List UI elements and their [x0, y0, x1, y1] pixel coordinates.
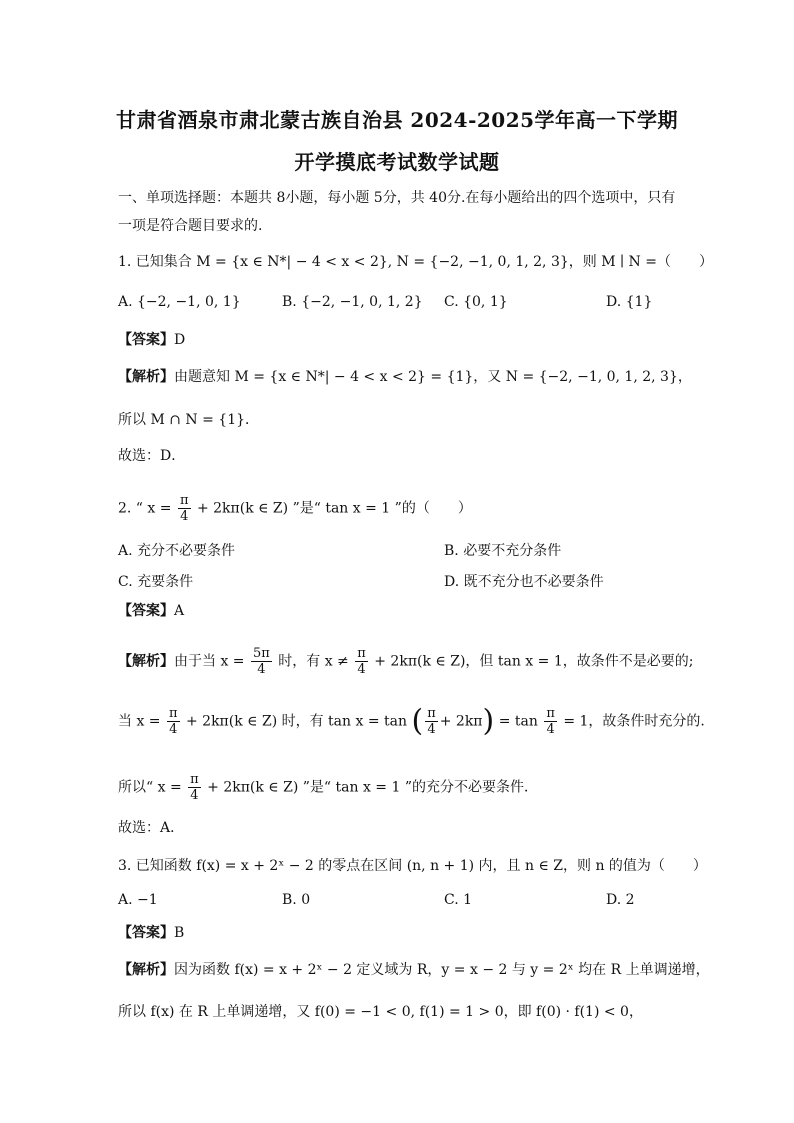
q3-option-a: A. −1 — [118, 892, 158, 908]
q2-analysis-label: 【解析】 — [118, 653, 174, 670]
q1-option-b: B. {−2, −1, 0, 1, 2} — [282, 294, 423, 310]
q2-option-b: B. 必要不充分条件 — [444, 543, 562, 559]
q1-answer-value: D — [174, 332, 186, 348]
q3-analysis-label: 【解析】 — [118, 962, 174, 978]
q2-answer-label: 【答案】 — [118, 603, 174, 619]
q1-stem: 1. 已知集合 M = {x ∈ N*| − 4 < x < 2}, N = {−2, −1, 0, 1, 2, 3}，则 M ∣ N =（ ） — [118, 254, 713, 270]
q2-analysis-line2: 当 x = $\frac{\pi}{4}$ + 2kπ(k ∈ Z) 时，有 tan x = tan ( $\frac{\pi}{4}$ + 2kπ) = tan $\frac{\pi}{4}$ = 1，故条件时充分的. — [118, 703, 705, 739]
q2-option-c: C. 充要条件 — [118, 574, 194, 590]
q1-analysis-line2: 所以 M ∩ N = {1}． — [118, 412, 260, 428]
q3-analysis-line2: 所以 f(x) 在 R 上单调递增，又 f(0) = −1 < 0, f(1) = 1 > 0，即 f(0) · f(1) < 0， — [118, 1004, 643, 1020]
q2-analysis-line1: 【解析】由于当 x = $\frac{5\pi}{4}$ 时，有 x ≠ $\frac{\pi}{4}$ + 2kπ(k ∈ Z)，但 tan x = 1，故条件不是必要的; — [118, 646, 694, 677]
exam-title-line1: 甘肃省酒泉市肃北蒙古族自治县 2024-2025学年高一下学期 — [115, 108, 679, 132]
q2-stem-mid: + 2kπ(k ∈ Z) ”是“ tan x = 1 ”的（ ） — [196, 500, 472, 517]
q2-analysis-fraction-pi: $\frac{\pi}{4}$ — [357, 646, 366, 677]
section-heading-line1: 一、单项选择题：本题共 8小题，每小题 5分，共 40分.在每小题给出的四个选项中，只有 — [118, 190, 676, 206]
q3-answer-row — [118, 923, 718, 943]
q2-option-d: D. 既不充分也不必要条件 — [444, 574, 604, 590]
q1-option-c: C. {0, 1} — [444, 294, 508, 310]
q1-analysis-text1: 由题意知 M = {x ∈ N*| − 4 < x < 2} = {1}，又 N = {−2, −1, 0, 1, 2, 3}， — [174, 369, 692, 385]
q1-conclusion: 故选：D． — [118, 448, 186, 464]
q3-analysis-text1: 因为函数 f(x) = x + 2ˣ − 2 定义域为 R，y = x − 2 与 y = 2ˣ 均在 R 上单调递增， — [174, 962, 710, 978]
q1-analysis-line1 — [118, 367, 718, 387]
q2-answer-row — [118, 601, 718, 621]
section-heading-line2: 一项是符合题目要求的. — [118, 218, 263, 234]
q2-analysis-fraction-5pi: $\frac{5\pi}{4}$ — [252, 646, 270, 677]
q3-stem: 3. 已知函数 f(x) = x + 2ˣ − 2 的零点在区间 (n, n + 1) 内，且 n ∈ Z，则 n 的值为（ ） — [118, 858, 707, 874]
q3-option-c: C. 1 — [444, 892, 473, 908]
q2-stem — [118, 493, 718, 524]
q2-stem-fraction: $\frac{\pi}{4}$ — [179, 493, 189, 524]
q2-conclusion: 故选：A． — [118, 820, 185, 836]
exam-title-line2: 开学摸底考试数学试题 — [294, 150, 500, 174]
q3-answer-label: 【答案】 — [118, 925, 174, 941]
q2-stem-pre: 2. “ x = — [118, 500, 172, 517]
q2-analysis-line3: 所以“ x = $\frac{\pi}{4}$ + 2kπ(k ∈ Z) ”是“ tan x = 1 ”的充分不必要条件． — [118, 772, 539, 803]
q3-option-d: D. 2 — [606, 892, 635, 908]
q1-option-d: D. {1} — [606, 294, 653, 310]
q2-answer-value: A — [174, 603, 185, 619]
q3-analysis-line1 — [118, 960, 718, 980]
q1-answer-label: 【答案】 — [118, 332, 174, 348]
q1-option-a: A. {−2, −1, 0, 1} — [118, 294, 241, 310]
q1-answer-row — [118, 330, 718, 350]
q1-analysis-label: 【解析】 — [118, 369, 174, 385]
q3-option-b: B. 0 — [282, 892, 311, 908]
q2-option-a: A. 充分不必要条件 — [118, 543, 236, 559]
q3-answer-value: B — [174, 925, 185, 941]
